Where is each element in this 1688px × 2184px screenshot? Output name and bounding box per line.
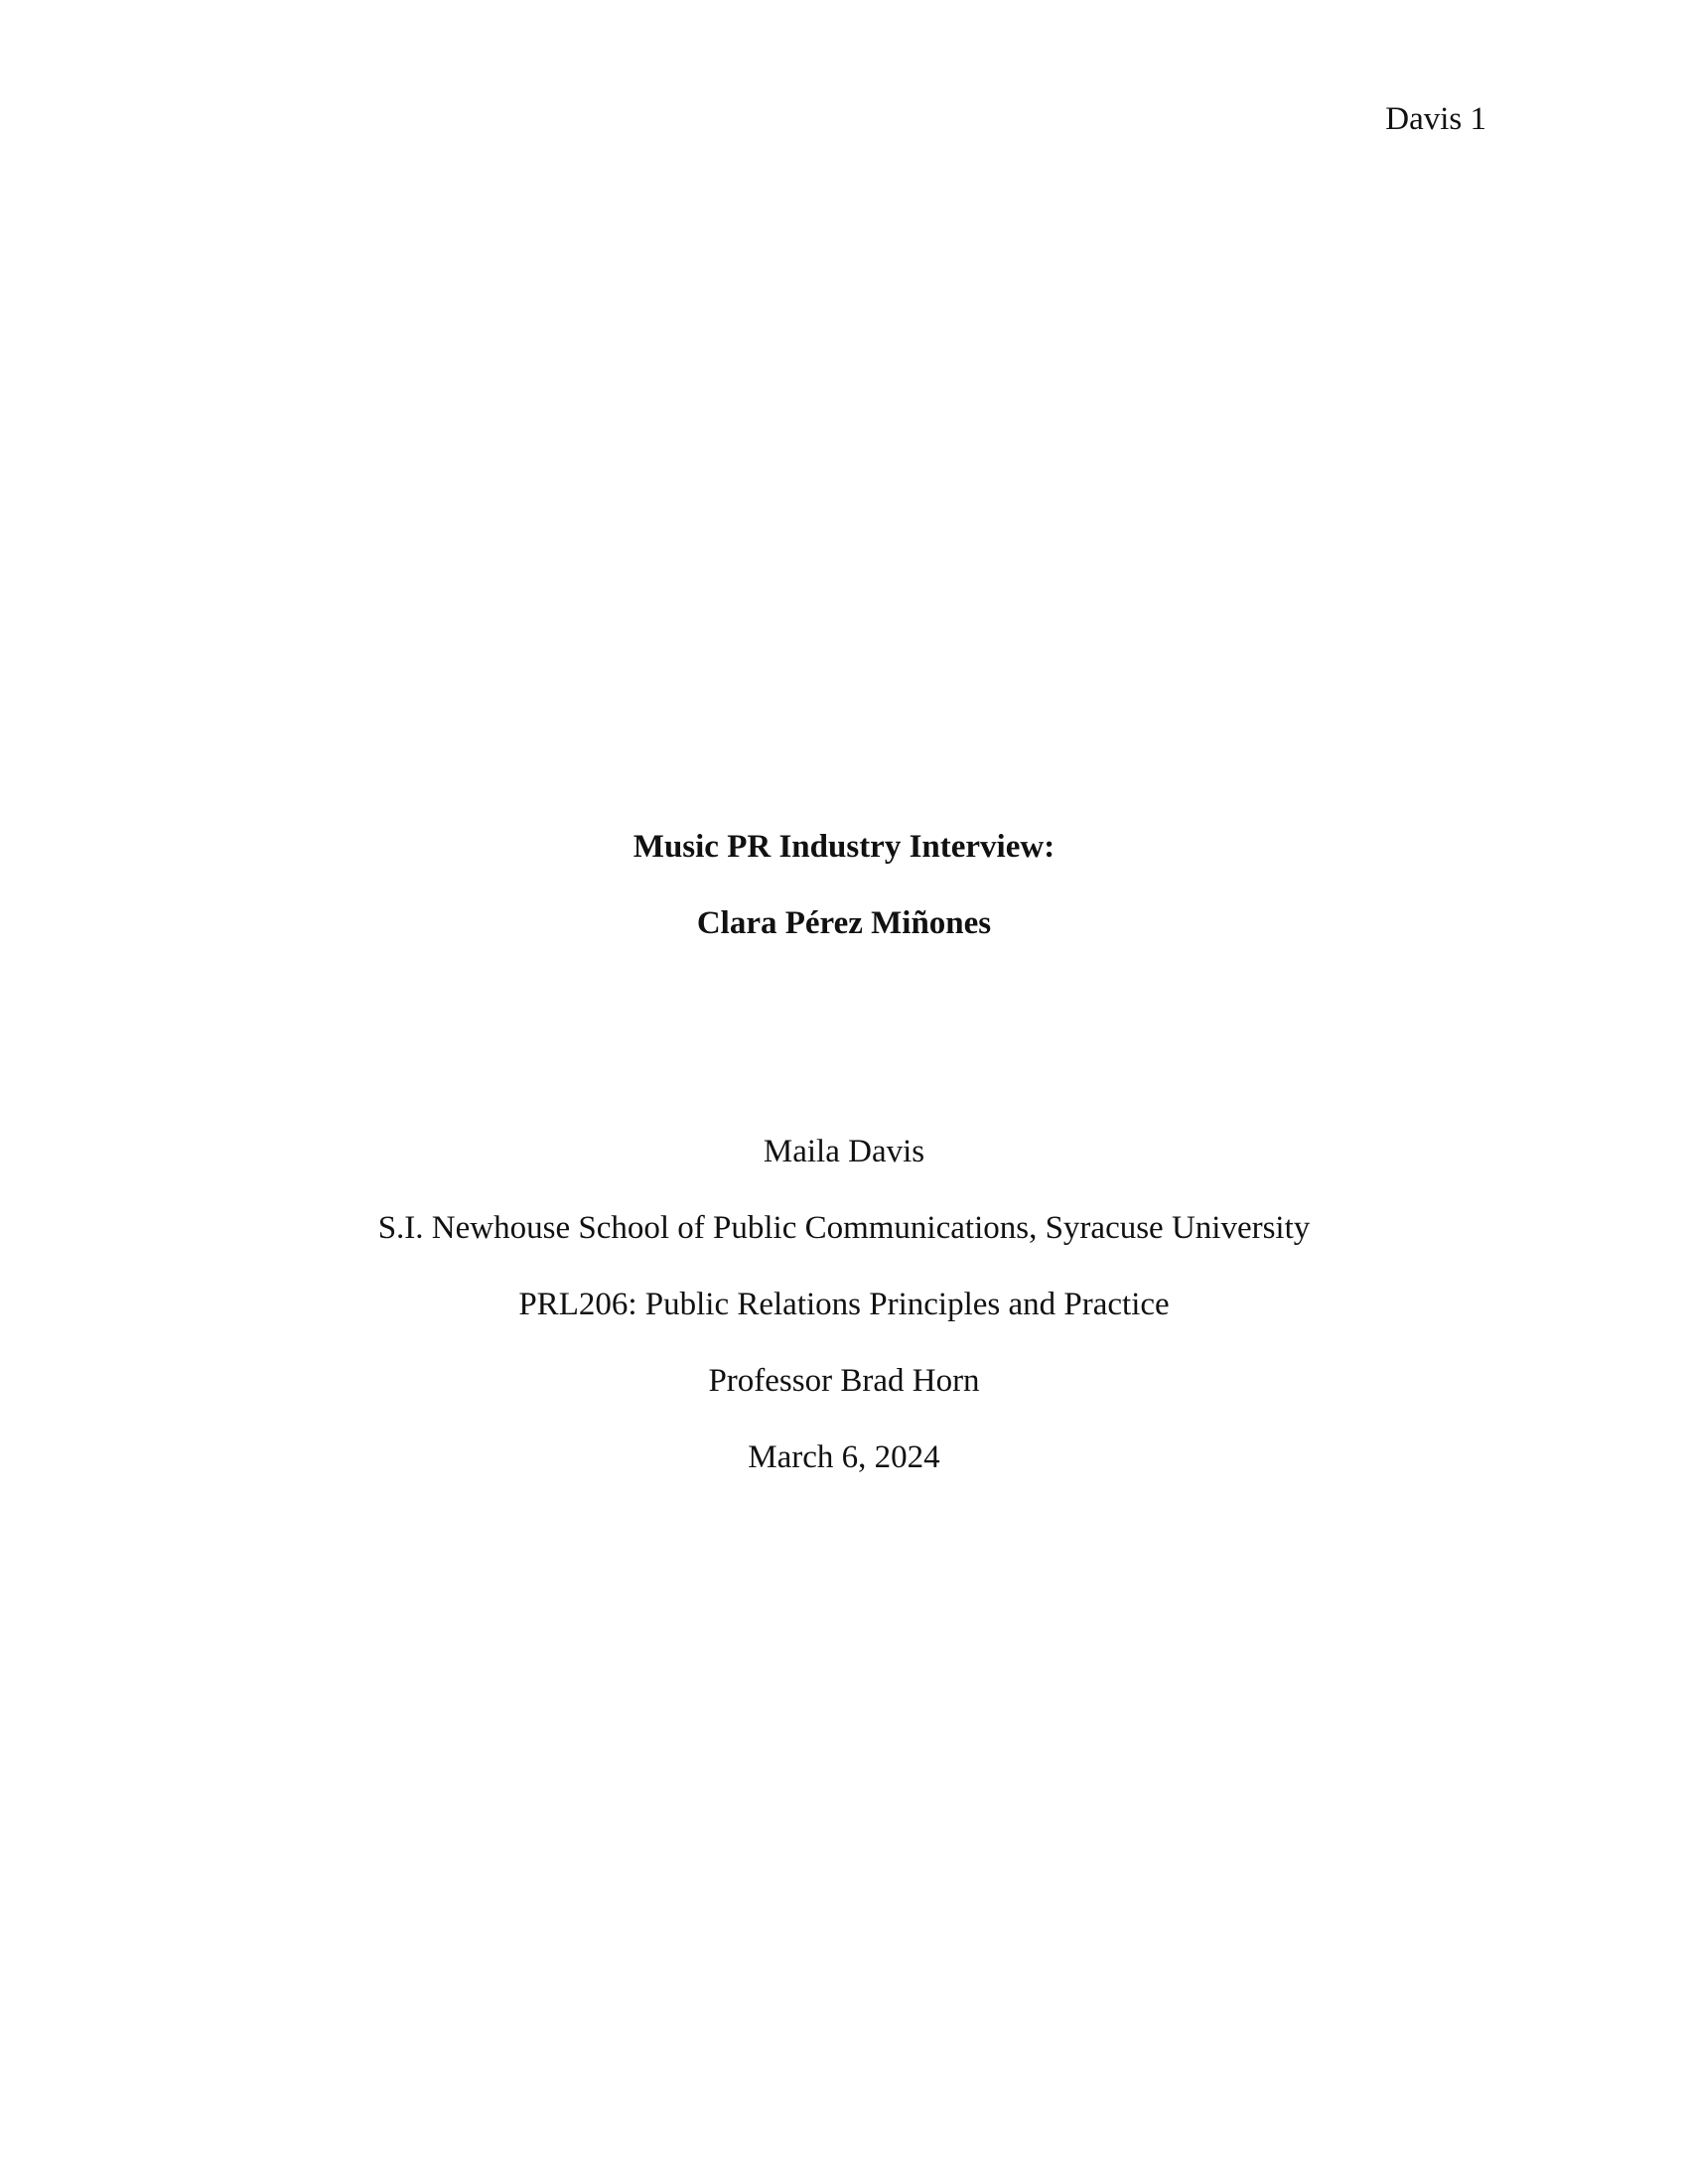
instructor-name: Professor Brad Horn [708,1363,980,1399]
byline-block [0,1130,1688,1512]
course-name: PRL206: Public Relations Principles and Practice [518,1287,1170,1322]
paper-subtitle: Clara Pérez Miñones [696,905,992,941]
submission-date: March 6, 2024 [748,1439,940,1475]
title-block [0,825,1688,978]
running-head: Davis 1 [1385,101,1486,137]
institution-name: S.I. Newhouse School of Public Communications, Syracuse University [377,1210,1311,1246]
paper-title: Music PR Industry Interview: [633,829,1055,865]
author-name: Maila Davis [763,1134,925,1169]
